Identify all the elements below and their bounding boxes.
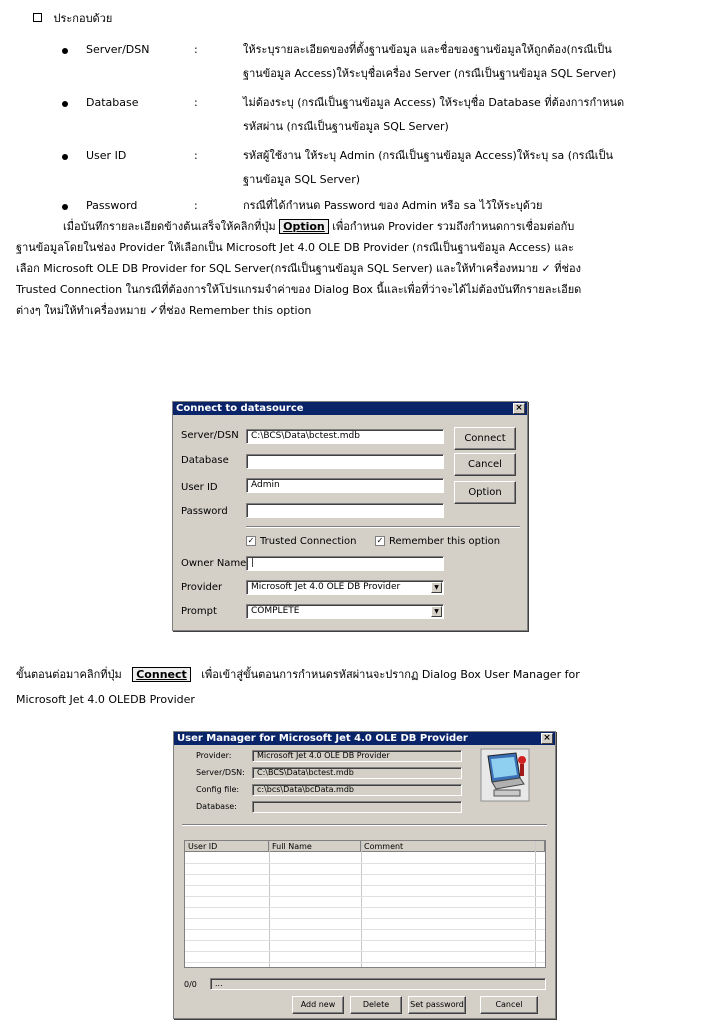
um-config-field: c:\bcs\Data\bcData.mdb — [252, 784, 462, 796]
add-new-button[interactable]: Add new — [292, 996, 344, 1014]
bullet-icon — [62, 48, 68, 54]
field-sep: : — [194, 96, 198, 109]
server-input[interactable]: C:\BCS\Data\bctest.mdb — [246, 429, 444, 444]
prompt-value: COMPLETE — [251, 606, 300, 616]
close-icon[interactable]: × — [513, 403, 525, 414]
connect-keyword-button: Connect — [132, 667, 191, 682]
option-button[interactable]: Option — [454, 481, 516, 504]
separator — [182, 824, 547, 826]
owner-input[interactable]: | — [246, 556, 444, 571]
para2-line2: Microsoft Jet 4.0 OLEDB Provider — [16, 693, 195, 706]
userid-input[interactable]: Admin — [246, 478, 444, 493]
field-desc-line: กรณีที่ได้กำหนด Password ของ Admin หรือ sa ไว้ให้ระบุด้วย — [243, 199, 543, 212]
um-database-label: Database: — [196, 802, 237, 811]
para1-line1a: เมื่อบันทึกรายละเอียดข้างต้นเสร็จให้คลิกที่ปุ่ม — [63, 220, 276, 233]
field-name-userid: User ID — [86, 149, 127, 162]
connect-dialog — [172, 401, 528, 631]
um-server-field: C:\BCS\Data\bctest.mdb — [252, 767, 462, 779]
um-provider-label: Provider: — [196, 751, 232, 760]
field-desc-line: ไม่ต้องระบุ (กรณีเป็นฐานข้อมูล Access) ให้ระบุชื่อ Database ที่ต้องการกำหนด — [243, 96, 625, 109]
field-desc-line: ฐานข้อมูล SQL Server) — [243, 173, 361, 186]
column-header-userid[interactable]: User ID — [185, 841, 269, 852]
column-header-fullname[interactable]: Full Name — [269, 841, 361, 852]
field-name-password: Password — [86, 199, 138, 212]
dialog-titlebar — [173, 402, 527, 415]
status-field: ... — [210, 978, 546, 990]
intro-heading-row — [33, 12, 112, 26]
dialog-title: Connect to datasource — [176, 403, 304, 414]
chevron-down-icon[interactable]: ▼ — [431, 582, 442, 593]
check-icon: ✓ — [247, 536, 255, 545]
para1-line3: เลือก Microsoft OLE DB Provider for SQL Server(กรณีเป็นฐานข้อมูล SQL Server) และให้ทำเครื่องหมาย ✓ ที่ช่อง — [16, 262, 581, 275]
checkbox-bullet-icon — [33, 13, 42, 22]
set-password-button[interactable]: Set password — [408, 996, 466, 1014]
paragraph-2 — [16, 664, 706, 710]
dialog-titlebar — [174, 732, 555, 745]
user-manager-dialog — [173, 731, 556, 1019]
bullet-icon — [62, 204, 68, 210]
userid-label: User ID — [181, 482, 218, 493]
field-desc-line: ให้ระบุรายละเอียดของที่ตั้งฐานข้อมูล และชื่อของฐานข้อมูลให้ถูกต้อง(กรณีเป็น — [243, 43, 612, 56]
field-desc-line: รหัสผู้ใช้งาน ให้ระบุ Admin (กรณีเป็นฐานข้อมูล Access)ให้ระบุ sa (กรณีเป็น — [243, 149, 614, 162]
separator — [246, 526, 520, 528]
para2-line1a: ขั้นตอนต่อมาคลิกที่ปุ่ม — [16, 668, 122, 681]
remember-option-checkbox[interactable] — [375, 536, 500, 547]
record-count: 0/0 — [184, 980, 197, 989]
para1-line4: Trusted Connection ในกรณีที่ต้องการให้โปรแกรมจำค่าของ Dialog Box นี้และเพื่อที่ว่าจะได้ไม่ต้องบันทึกรายละเอียด — [16, 283, 582, 296]
user-list-grid[interactable] — [184, 840, 546, 968]
um-provider-field: Microsoft Jet 4.0 OLE DB Provider — [252, 750, 462, 762]
prompt-select[interactable] — [246, 604, 444, 619]
para2-line1b: เพื่อเข้าสู่ขั้นตอนการกำหนดรหัสผ่านจะปรากฏ Dialog Box User Manager for — [201, 668, 580, 681]
connect-button[interactable]: Connect — [454, 427, 516, 450]
database-input[interactable] — [246, 454, 444, 469]
column-header-comment[interactable]: Comment — [361, 841, 545, 852]
field-name-database: Database — [86, 96, 139, 109]
option-keyword-button: Option — [279, 219, 329, 234]
um-server-label: Server/DSN: — [196, 768, 245, 777]
para1-line2: ฐานข้อมูลโดยในช่อง Provider ให้เลือกเป็น Microsoft Jet 4.0 OLE DB Provider (กรณีเป็นฐานข้อมูล Access) และ — [16, 241, 574, 254]
provider-value: Microsoft Jet 4.0 OLE DB Provider — [251, 582, 401, 592]
delete-button[interactable]: Delete — [350, 996, 402, 1014]
um-database-field — [252, 801, 462, 813]
prompt-label: Prompt — [181, 606, 217, 617]
chevron-down-icon[interactable]: ▼ — [431, 606, 442, 617]
para1-line1b: เพื่อกำหนด Provider รวมถึงกำหนดการเชื่อมต่อกับ — [332, 220, 575, 233]
server-label: Server/DSN — [181, 430, 239, 441]
field-sep: : — [194, 149, 198, 162]
provider-select[interactable] — [246, 580, 444, 595]
um-config-label: Config file: — [196, 785, 240, 794]
provider-label: Provider — [181, 582, 223, 593]
remember-label: Remember this option — [389, 536, 501, 547]
field-sep: : — [194, 199, 198, 212]
owner-label: Owner Name — [181, 558, 247, 569]
field-name-server: Server/DSN — [86, 43, 150, 56]
intro-heading: ประกอบด้วย — [53, 12, 113, 25]
password-input[interactable] — [246, 503, 444, 518]
trusted-connection-checkbox[interactable] — [246, 536, 356, 547]
trusted-label: Trusted Connection — [260, 536, 357, 547]
bullet-icon — [62, 154, 68, 160]
paragraph-1 — [16, 216, 706, 321]
cancel-button[interactable]: Cancel — [480, 996, 538, 1014]
field-sep: : — [194, 43, 198, 56]
para1-line5: ต่างๆ ใหม่ให้ทำเครื่องหมาย ✓ที่ช่อง Remember this option — [16, 304, 312, 317]
cancel-button[interactable]: Cancel — [454, 453, 516, 476]
password-label: Password — [181, 506, 228, 517]
close-icon[interactable]: × — [541, 733, 553, 744]
dialog-title: User Manager for Microsoft Jet 4.0 OLE DB Provider — [177, 733, 468, 744]
check-icon: ✓ — [376, 536, 384, 545]
database-label: Database — [181, 455, 229, 466]
bullet-icon — [62, 101, 68, 107]
field-desc-line: รหัสผ่าน (กรณีเป็นฐานข้อมูล SQL Server) — [243, 120, 449, 133]
field-desc-line: ฐานข้อมูล Access)ให้ระบุชื่อเครื่อง Server (กรณีเป็นฐานข้อมูล SQL Server) — [243, 67, 617, 80]
computer-illustration-icon — [480, 748, 530, 802]
